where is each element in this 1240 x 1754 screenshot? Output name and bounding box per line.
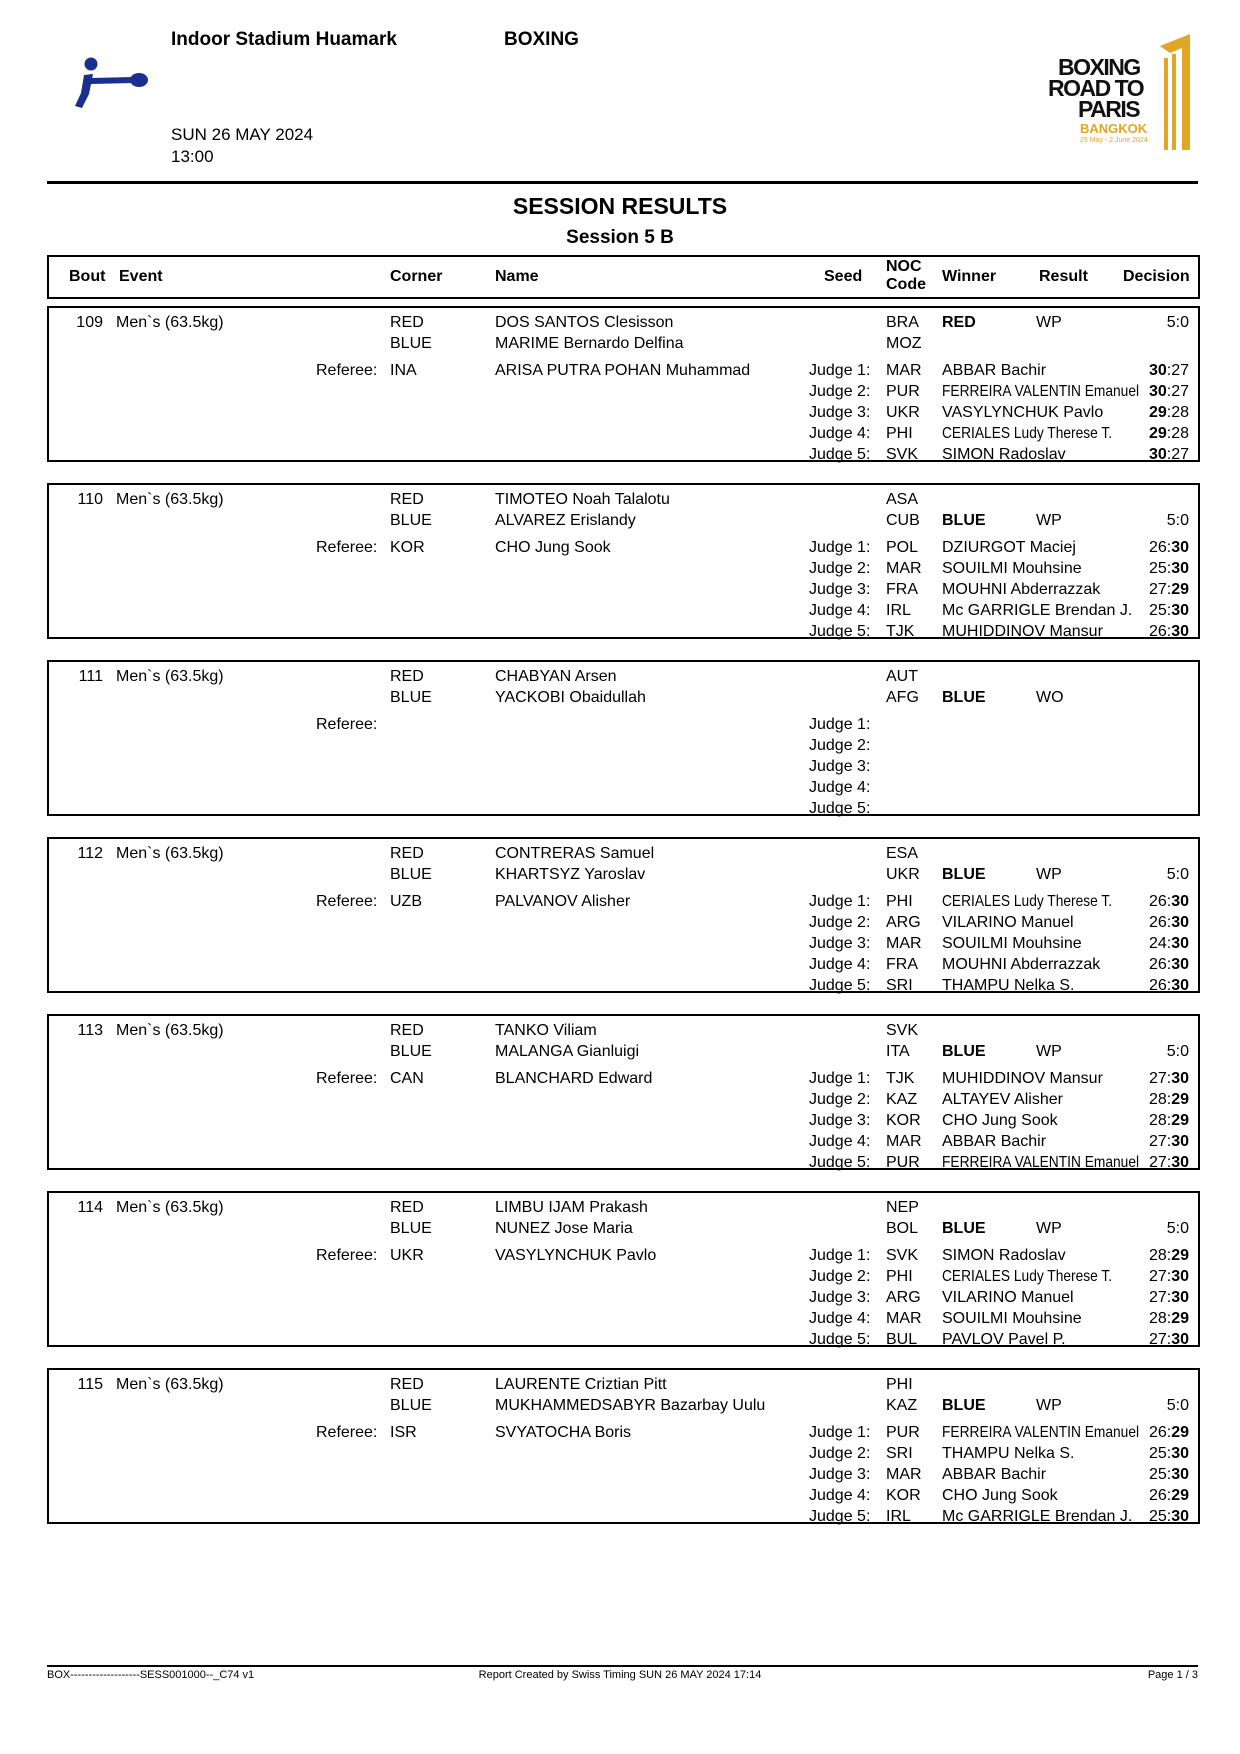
judge-name: ABBAR Bachir: [942, 1466, 1047, 1483]
judge-name: PAVLOV Pavel P.: [942, 1331, 1066, 1348]
referee-name: BLANCHARD Edward: [495, 1070, 653, 1087]
judge-label: Judge 1:: [809, 1424, 871, 1441]
judge-label: Judge 5:: [809, 800, 871, 817]
judge-score: 26:30: [1148, 977, 1189, 994]
judge-score: 26:30: [1148, 914, 1189, 931]
bout-event: Men`s (63.5kg): [116, 491, 224, 508]
winner-corner: BLUE: [942, 512, 986, 529]
blue-boxer-noc: KAZ: [886, 1397, 918, 1414]
decision-score: 5:0: [1166, 512, 1189, 529]
bout-number: 112: [77, 845, 103, 862]
referee-label: Referee:: [316, 1424, 378, 1441]
decision-score: 5:0: [1166, 866, 1189, 883]
judge-name: ABBAR Bachir: [942, 362, 1047, 379]
logo-line-paris: PARIS: [1078, 96, 1140, 122]
judge-label: Judge 3:: [809, 1112, 871, 1129]
result-type: WP: [1036, 1043, 1062, 1060]
winner-corner: RED: [942, 314, 976, 331]
judge-score: 30:27: [1148, 362, 1189, 379]
red-boxer-name: DOS SANTOS Clesisson: [495, 314, 674, 331]
col-bout: Bout: [69, 268, 106, 285]
judge-score: 26:30: [1148, 623, 1189, 640]
judge-label: Judge 1:: [809, 362, 871, 379]
referee-name: CHO Jung Sook: [495, 539, 611, 556]
judge-label: Judge 2:: [809, 560, 871, 577]
bout-event: Men`s (63.5kg): [116, 845, 224, 862]
bout-event: Men`s (63.5kg): [116, 1199, 224, 1216]
col-noc: NOC: [886, 258, 922, 275]
judge-name: MUHIDDINOV Mansur: [942, 1070, 1103, 1087]
blue-corner-label: BLUE: [390, 689, 432, 706]
judge-score: 27:29: [1148, 581, 1189, 598]
blue-boxer-name: KHARTSYZ Yaroslav: [495, 866, 646, 883]
col-winner: Winner: [942, 268, 997, 285]
judge-name: ALTAYEV Alisher: [942, 1091, 1063, 1108]
referee-noc: KOR: [390, 539, 425, 556]
judge-name: VILARINO Manuel: [942, 914, 1074, 931]
judge-label: Judge 3:: [809, 1289, 871, 1306]
blue-corner-label: BLUE: [390, 1220, 432, 1237]
red-boxer-name: CONTRERAS Samuel: [495, 845, 655, 862]
decision-score: [1129, 687, 1189, 708]
bout-number: 110: [77, 491, 103, 508]
decision-score: 5:0: [1166, 1043, 1189, 1060]
boxing-pictogram-icon: [64, 56, 156, 114]
judge-name: FERREIRA VALENTIN Emanuel: [942, 1424, 1140, 1441]
bout-number: 113: [77, 1022, 103, 1039]
judge-noc: MAR: [886, 935, 922, 952]
judge-name: VILARINO Manuel: [942, 1289, 1074, 1306]
judge-score: 28:29: [1148, 1247, 1189, 1264]
judge-noc: MAR: [886, 560, 922, 577]
judge-score: 25:30: [1148, 1466, 1189, 1483]
blue-boxer-name: MARIME Bernardo Delfina: [495, 335, 684, 352]
referee-label: Referee:: [316, 539, 378, 556]
judge-label: Judge 4:: [809, 956, 871, 973]
red-boxer-noc: NEP: [886, 1199, 919, 1216]
red-boxer-noc: ASA: [886, 491, 919, 508]
bout-block: [47, 1191, 1200, 1347]
judge-noc: SRI: [886, 977, 913, 994]
col-event: Event: [119, 268, 163, 285]
red-corner-label: RED: [390, 314, 424, 331]
result-type: WP: [1036, 1220, 1062, 1237]
judge-label: Judge 2:: [809, 1268, 871, 1285]
winner-corner: BLUE: [942, 866, 986, 883]
judge-noc: PUR: [886, 1154, 920, 1171]
judge-name: FERREIRA VALENTIN Emanuel: [942, 383, 1140, 400]
judge-noc: MAR: [886, 1310, 922, 1327]
judge-label: Judge 5:: [809, 1331, 871, 1348]
judge-noc: TJK: [886, 623, 915, 640]
judge-label: Judge 5:: [809, 977, 871, 994]
red-corner-label: RED: [390, 491, 424, 508]
referee-noc: UKR: [390, 1247, 424, 1264]
judge-name: THAMPU Nelka S.: [942, 977, 1075, 994]
judge-score: 25:30: [1148, 1445, 1189, 1462]
decision-score: 5:0: [1166, 314, 1189, 331]
blue-boxer-name: ALVAREZ Erislandy: [495, 512, 636, 529]
judge-name: THAMPU Nelka S.: [942, 1445, 1075, 1462]
col-name: Name: [495, 268, 539, 285]
referee-label: Referee:: [316, 893, 378, 910]
referee-noc: UZB: [390, 893, 422, 910]
result-type: WP: [1036, 512, 1062, 529]
judge-label: Judge 5:: [809, 446, 871, 463]
red-boxer-name: CHABYAN Arsen: [495, 668, 617, 685]
judge-name: VASYLYNCHUK Pavlo: [942, 404, 1104, 421]
judge-noc: PHI: [886, 425, 913, 442]
judge-noc: IRL: [886, 1508, 911, 1525]
judge-noc: PUR: [886, 383, 920, 400]
judge-label: Judge 2:: [809, 1445, 871, 1462]
judge-name: CHO Jung Sook: [942, 1112, 1058, 1129]
referee-label: Referee:: [316, 1247, 378, 1264]
winner-corner: BLUE: [942, 689, 986, 706]
judge-noc: PUR: [886, 1424, 920, 1441]
judge-noc: UKR: [886, 404, 920, 421]
judge-score: 27:30: [1148, 1070, 1189, 1087]
judge-label: Judge 5:: [809, 1508, 871, 1525]
header-rule: [47, 181, 1198, 184]
judge-score: 26:30: [1148, 539, 1189, 556]
col-decision: Decision: [1123, 268, 1190, 285]
judge-score: 26:29: [1148, 1487, 1189, 1504]
blue-boxer-name: MUKHAMMEDSABYR Bazarbay Uulu: [495, 1397, 766, 1414]
bout-event: Men`s (63.5kg): [116, 1376, 224, 1393]
judge-name: Mc GARRIGLE Brendan J.: [942, 1508, 1133, 1525]
judge-score: 29:28: [1148, 404, 1189, 421]
judge-score: 26:30: [1148, 956, 1189, 973]
red-boxer-noc: ESA: [886, 845, 919, 862]
blue-boxer-name: YACKOBI Obaidullah: [495, 689, 646, 706]
judge-noc: PHI: [886, 1268, 913, 1285]
col-corner: Corner: [390, 268, 443, 285]
column-header-row: [47, 255, 1200, 299]
blue-corner-label: BLUE: [390, 335, 432, 352]
judge-label: Judge 4:: [809, 1310, 871, 1327]
session-date: SUN 26 MAY 2024: [171, 125, 314, 144]
judge-score: 24:30: [1148, 935, 1189, 952]
sport-pictogram: [64, 56, 156, 114]
referee-name: VASYLYNCHUK Pavlo: [495, 1247, 657, 1264]
judge-label: Judge 1:: [809, 1247, 871, 1264]
referee-name: PALVANOV Alisher: [495, 893, 631, 910]
judge-score: 28:29: [1148, 1091, 1189, 1108]
referee-noc: INA: [390, 362, 417, 379]
judge-noc: KAZ: [886, 1091, 918, 1108]
venue-name: Indoor Stadium Huamark: [171, 29, 397, 50]
judge-name: CERIALES Ludy Therese T.: [942, 425, 1113, 442]
judge-label: Judge 3:: [809, 758, 871, 775]
result-type: WP: [1036, 866, 1062, 883]
bout-block: [47, 1368, 1200, 1524]
result-type: WP: [1036, 1397, 1062, 1414]
judge-score: 25:30: [1148, 602, 1189, 619]
judge-score: 29:28: [1148, 425, 1189, 442]
footer-rule: [47, 1665, 1198, 1667]
sport-name: BOXING: [504, 29, 579, 50]
judge-score: 28:29: [1148, 1310, 1189, 1327]
judge-noc: ARG: [886, 1289, 921, 1306]
judge-noc: POL: [886, 539, 919, 556]
judge-label: Judge 2:: [809, 383, 871, 400]
bout-number: 115: [77, 1376, 103, 1393]
page-title: SESSION RESULTS: [512, 193, 728, 219]
judge-label: Judge 5:: [809, 623, 871, 640]
col-code: Code: [886, 276, 926, 293]
decision-score: 5:0: [1166, 1220, 1189, 1237]
judge-noc: KOR: [886, 1112, 921, 1129]
judge-name: SIMON Radoslav: [942, 1247, 1066, 1264]
red-boxer-noc: SVK: [886, 1022, 919, 1039]
judge-name: CERIALES Ludy Therese T.: [942, 1268, 1113, 1285]
red-corner-label: RED: [390, 1376, 424, 1393]
judge-noc: TJK: [886, 1070, 915, 1087]
judge-name: FERREIRA VALENTIN Emanuel: [942, 1154, 1140, 1171]
referee-name: SVYATOCHA Boris: [495, 1424, 632, 1441]
bout-block: [47, 1014, 1200, 1170]
referee-label: Referee:: [316, 1070, 378, 1087]
result-type: WO: [1036, 689, 1064, 706]
judge-label: Judge 2:: [809, 914, 871, 931]
decision-score: 5:0: [1166, 1397, 1189, 1414]
judge-label: Judge 5:: [809, 1154, 871, 1171]
judge-label: Judge 1:: [809, 1070, 871, 1087]
judge-score: 30:27: [1148, 383, 1189, 400]
red-corner-label: RED: [390, 1199, 424, 1216]
referee-noc: CAN: [390, 1070, 424, 1087]
judge-name: SOUILMI Mouhsine: [942, 935, 1082, 952]
judge-label: Judge 4:: [809, 779, 871, 796]
judge-noc: SVK: [886, 446, 919, 463]
judge-score: 27:30: [1148, 1331, 1189, 1348]
blue-boxer-noc: CUB: [886, 512, 920, 529]
judge-name: SOUILMI Mouhsine: [942, 560, 1082, 577]
judge-label: Judge 1:: [809, 539, 871, 556]
blue-boxer-noc: ITA: [886, 1043, 910, 1060]
blue-boxer-noc: AFG: [886, 689, 919, 706]
judge-name: DZIURGOT Maciej: [942, 539, 1076, 556]
winner-corner: BLUE: [942, 1043, 986, 1060]
logo-line-dates: 25 May - 2 June 2024: [1080, 137, 1148, 144]
col-result: Result: [1039, 268, 1088, 285]
logo-line-boxing: BOXING: [1058, 54, 1140, 80]
bout-number: 111: [78, 668, 103, 685]
blue-boxer-noc: MOZ: [886, 335, 922, 352]
footer-page-number: Page 1 / 3: [1147, 1669, 1198, 1681]
judge-noc: PHI: [886, 893, 913, 910]
bout-event: Men`s (63.5kg): [116, 1022, 224, 1039]
judge-noc: IRL: [886, 602, 911, 619]
red-boxer-noc: PHI: [886, 1376, 913, 1393]
red-boxer-name: TIMOTEO Noah Talalotu: [495, 491, 670, 508]
judge-noc: FRA: [886, 956, 918, 973]
judge-name: MUHIDDINOV Mansur: [942, 623, 1103, 640]
boxing-road-to-paris-logo: [1040, 32, 1200, 154]
blue-boxer-name: MALANGA Gianluigi: [495, 1043, 640, 1060]
judge-score: 27:30: [1148, 1154, 1189, 1171]
referee-label: Referee:: [316, 362, 378, 379]
blue-corner-label: BLUE: [390, 512, 432, 529]
judge-noc: FRA: [886, 581, 918, 598]
blue-corner-label: BLUE: [390, 866, 432, 883]
judge-name: CHO Jung Sook: [942, 1487, 1058, 1504]
judge-label: Judge 4:: [809, 1133, 871, 1150]
judge-label: Judge 3:: [809, 581, 871, 598]
winner-corner: BLUE: [942, 1220, 986, 1237]
red-boxer-name: LAURENTE Criztian Pitt: [495, 1376, 667, 1393]
bout-block: [47, 483, 1200, 639]
red-boxer-name: LIMBU IJAM Prakash: [495, 1199, 648, 1216]
judge-label: Judge 4:: [809, 602, 871, 619]
judge-score: 25:30: [1148, 1508, 1189, 1525]
judge-score: 25:30: [1148, 560, 1189, 577]
logo-line-bangkok: BANGKOK: [1080, 121, 1148, 136]
referee-label: Referee:: [316, 716, 378, 733]
judge-name: Mc GARRIGLE Brendan J.: [942, 602, 1133, 619]
judge-label: Judge 2:: [809, 737, 871, 754]
judge-noc: MAR: [886, 1133, 922, 1150]
bout-block: [47, 306, 1200, 462]
session-time: 13:00: [171, 147, 214, 166]
judge-label: Judge 1:: [809, 716, 871, 733]
bout-block: [47, 837, 1200, 993]
judge-label: Judge 4:: [809, 425, 871, 442]
blue-corner-label: BLUE: [390, 1397, 432, 1414]
judge-name: MOUHNI Abderrazzak: [942, 956, 1101, 973]
blue-boxer-noc: UKR: [886, 866, 920, 883]
blue-boxer-name: NUNEZ Jose Maria: [495, 1220, 633, 1237]
page-subtitle: Session 5 B: [566, 227, 674, 248]
judge-name: MOUHNI Abderrazzak: [942, 581, 1101, 598]
judge-name: SIMON Radoslav: [942, 446, 1066, 463]
logo-line-road-to: ROAD TO: [1048, 75, 1144, 101]
winner-corner: BLUE: [942, 1397, 986, 1414]
red-boxer-noc: BRA: [886, 314, 919, 331]
judge-name: SOUILMI Mouhsine: [942, 1310, 1082, 1327]
judge-name: ABBAR Bachir: [942, 1133, 1047, 1150]
judge-label: Judge 2:: [809, 1091, 871, 1108]
judge-noc: SRI: [886, 1445, 913, 1462]
footer-report-code: BOX-------------------SESS001000--_C74 v1: [47, 1669, 255, 1681]
referee-name: ARISA PUTRA POHAN Muhammad: [495, 362, 751, 379]
judge-label: Judge 3:: [809, 404, 871, 421]
bout-number: 114: [77, 1199, 103, 1216]
judge-noc: BUL: [886, 1331, 918, 1348]
judge-score: 27:30: [1148, 1133, 1189, 1150]
result-type: WP: [1036, 314, 1062, 331]
judge-noc: SVK: [886, 1247, 919, 1264]
judge-score: 26:29: [1148, 1424, 1189, 1441]
judge-label: Judge 4:: [809, 1487, 871, 1504]
judge-score: 30:27: [1148, 446, 1189, 463]
red-boxer-name: TANKO Viliam: [495, 1022, 597, 1039]
bout-number: 109: [76, 314, 103, 331]
judge-label: Judge 3:: [809, 935, 871, 952]
judge-noc: MAR: [886, 1466, 922, 1483]
col-seed: Seed: [824, 268, 863, 285]
judge-score: 27:30: [1148, 1289, 1189, 1306]
referee-noc: ISR: [390, 1424, 417, 1441]
footer-created-by: Report Created by Swiss Timing SUN 26 MAY 2024 17:14: [478, 1669, 762, 1681]
red-corner-label: RED: [390, 845, 424, 862]
bout-event: Men`s (63.5kg): [116, 668, 224, 685]
judge-score: 26:30: [1148, 893, 1189, 910]
bout-block: [47, 660, 1200, 816]
judge-noc: KOR: [886, 1487, 921, 1504]
red-corner-label: RED: [390, 668, 424, 685]
bout-event: Men`s (63.5kg): [116, 314, 224, 331]
blue-boxer-noc: BOL: [886, 1220, 919, 1237]
judge-name: CERIALES Ludy Therese T.: [942, 893, 1113, 910]
judge-label: Judge 1:: [809, 893, 871, 910]
judge-noc: MAR: [886, 362, 922, 379]
red-boxer-noc: AUT: [886, 668, 918, 685]
judge-score: 27:30: [1148, 1268, 1189, 1285]
blue-corner-label: BLUE: [390, 1043, 432, 1060]
red-corner-label: RED: [390, 1022, 424, 1039]
judge-label: Judge 3:: [809, 1466, 871, 1483]
judge-score: 28:29: [1148, 1112, 1189, 1129]
judge-noc: ARG: [886, 914, 921, 931]
